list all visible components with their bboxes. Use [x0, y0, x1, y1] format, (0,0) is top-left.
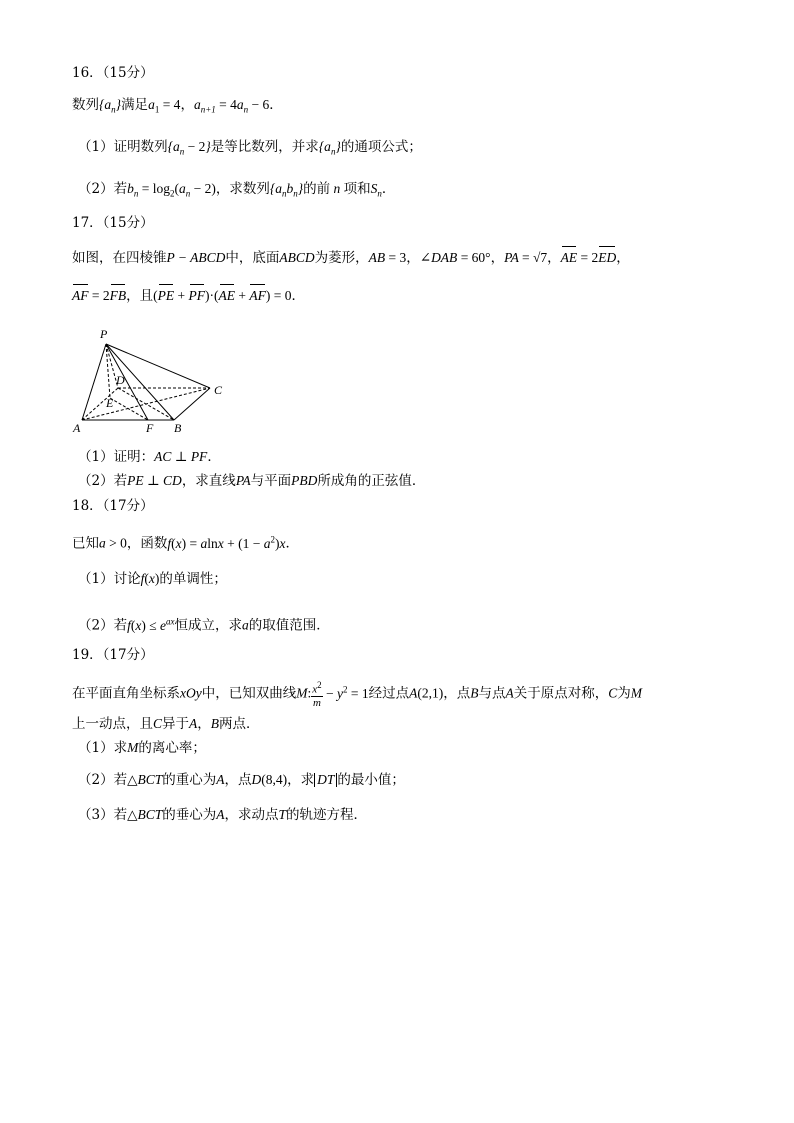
- pyramid-figure: [70, 326, 230, 438]
- q19-stem-line2: 上一动点，且C异于A，B两点．: [72, 716, 260, 732]
- label-E: E: [106, 396, 114, 410]
- q19-part1: （1）求M的离心率；: [78, 740, 206, 756]
- q16-part1: （1）证明数列$\{a_n - 2\}$是等比数列，并求$\{a_n\}$的通项公式；: [78, 139, 422, 157]
- label-C: C: [214, 383, 223, 397]
- q17-stem-line2: AF = 2FB，且(PE + PF)·(AE + AF) = 0．: [72, 288, 305, 304]
- label-B: B: [174, 421, 182, 435]
- q18-stem: 已知a > 0，函数$f(x) = alnx + (1 - a^2)x$．: [72, 534, 299, 552]
- q19-part3: （3）若△BCT的垂心为A，求动点T的轨迹方程．: [78, 807, 368, 823]
- q16-part2: （2）若$b_n = \log_2(a_n - 2)$，求数列$\{a_nb_n\}$的前 n 项和$S_n$．: [78, 181, 396, 199]
- q17-part2: （2）若PE ⊥ CD，求直线PA与平面PBD所成角的正弦值．: [78, 473, 426, 489]
- q18-title: 18．（17分）: [72, 498, 154, 514]
- q19-stem-line1: 在平面直角坐标系xOy中，已知双曲线M: $\frac{x^2}{m}$ − $y^2 = 1$经过点A(2,1)，点B与点A关于原点对称，C为M: [72, 680, 643, 709]
- label-F: F: [146, 421, 154, 435]
- q19-part2: （2）若△BCT的重心为A，点D(8,4)，求 DT 的最小值；: [78, 772, 405, 788]
- label-D: D: [116, 373, 125, 387]
- q17-stem-line1: 如图，在四棱锥P − ABCD中，底面ABCD为菱形，AB = 3，∠DAB = 60°，PA = √7，AE = 2ED，: [72, 250, 630, 266]
- q17-title: 17．（15分）: [72, 215, 154, 231]
- label-P: P: [100, 327, 108, 341]
- q18-part1: （1）讨论f(x)的单调性；: [78, 571, 227, 587]
- q19-title: 19．（17分）: [72, 647, 154, 663]
- q16-title: 16．（15分）: [72, 65, 154, 81]
- label-A: A: [73, 421, 81, 435]
- q16-stem: 数列$\{a_n\}$满足$a_1 = 4$，$a_{n+1} = 4a_n - 6$．: [72, 97, 283, 115]
- q17-part1: （1）证明：AC ⊥ PF．: [78, 449, 221, 465]
- q18-part2: （2）若$f(x) \le e^{ax}$恒成立，求a的取值范围．: [78, 616, 330, 634]
